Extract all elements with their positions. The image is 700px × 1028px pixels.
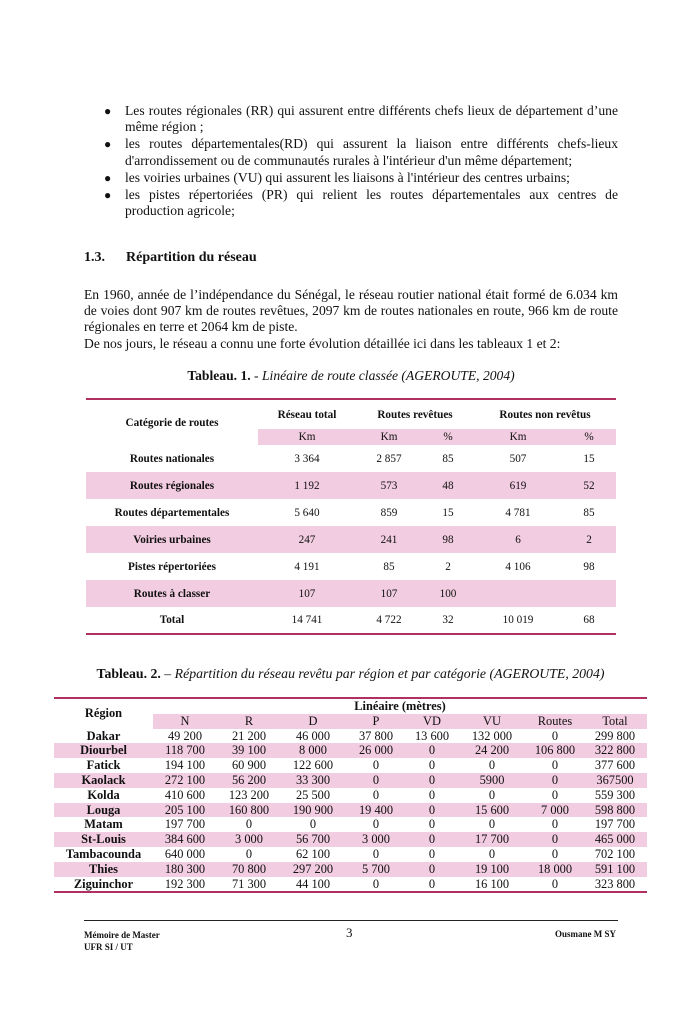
cell: 192 300	[153, 877, 217, 893]
cell: 0	[428, 817, 436, 832]
table-row	[54, 817, 647, 832]
table-row	[54, 743, 647, 758]
cell: 85	[442, 452, 454, 465]
table-row	[54, 803, 647, 818]
bullet-item: ● les pistes répertoriées (PR) qui relient les routes départementales aux centres de production agricole;	[104, 187, 618, 219]
cell: 0	[345, 877, 407, 893]
cell: 507	[509, 452, 527, 465]
cell: 0	[488, 817, 496, 832]
cell: 0	[345, 773, 407, 788]
cell: 62 100	[295, 846, 331, 861]
cell: 48	[422, 472, 474, 499]
column-header: N	[153, 714, 217, 729]
cell: 367500	[583, 773, 647, 788]
cell: 0	[372, 817, 380, 832]
cell: 44 100	[281, 877, 345, 893]
cell: 0	[407, 877, 457, 893]
cell: 60 900	[231, 758, 267, 773]
bullet-icon: ●	[104, 104, 112, 118]
cell: 107	[258, 580, 356, 607]
cell	[474, 580, 562, 607]
cell: 13 600	[414, 728, 450, 743]
row-label: Voiries urbaines	[86, 526, 258, 553]
cell: 859	[380, 506, 398, 519]
cell: 25 500	[295, 787, 331, 802]
header-unit: Km	[356, 429, 422, 445]
cell: 297 200	[281, 862, 345, 877]
cell: 33 300	[281, 773, 345, 788]
row-label: Routes départementales	[114, 506, 230, 519]
cell: 241	[356, 526, 422, 553]
table1-caption: Tableau. 1. - Linéaire de route classée (AGEROUTE, 2004)	[187, 368, 515, 383]
row-label: Routes régionales	[86, 472, 258, 499]
cell: 5900	[457, 773, 527, 788]
cell: 19 400	[345, 803, 407, 818]
cell: 702 100	[594, 846, 636, 861]
bullet-item: ● Les routes régionales (RR) qui assurent entre différents chefs lieux de département d’une même région ;	[104, 103, 618, 135]
table-row-total	[86, 607, 616, 634]
region-name: St-Louis	[54, 832, 153, 847]
cell: 68	[562, 607, 616, 634]
table-row	[54, 758, 647, 773]
footer-left	[84, 929, 160, 953]
cell: 56 700	[281, 832, 345, 847]
cell: 2	[445, 560, 451, 573]
bullet-item: ● les routes départementales(RD) qui assurent la liaison entre différents chefs-lieux d'arrondissement ou de communautés rurales à l'intérieur d'un même département;	[104, 136, 618, 168]
cell: 0	[407, 743, 457, 758]
cell: 0	[527, 832, 583, 847]
header-region: Région	[54, 698, 153, 729]
cell: 323 800	[583, 877, 647, 893]
row-label: Routes nationales	[129, 452, 215, 465]
table-road-length	[86, 398, 616, 635]
cell: 18 000	[527, 862, 583, 877]
header-group: Linéaire (mètres)	[153, 698, 647, 714]
bullet-icon: ●	[104, 170, 112, 185]
header-unit: %	[562, 429, 616, 445]
footer-divider	[84, 920, 618, 921]
cell: 85	[583, 506, 595, 519]
table-row	[54, 862, 647, 877]
cell: 123 200	[228, 787, 270, 802]
cell: 118 700	[153, 743, 217, 758]
cell: 180 300	[153, 862, 217, 877]
cell: 0	[551, 817, 559, 832]
cell: 384 600	[153, 832, 217, 847]
cell: 591 100	[583, 862, 647, 877]
region-name: Thies	[54, 862, 153, 877]
header-unpaved: Routes non revêtus	[474, 399, 616, 429]
cell: 16 100	[457, 877, 527, 893]
table-row	[86, 553, 616, 580]
cell: 2 857	[376, 452, 402, 465]
column-header: Total	[583, 714, 647, 729]
cell: 0	[372, 787, 380, 802]
cell: 26 000	[345, 743, 407, 758]
table-row	[54, 877, 647, 893]
cell: 0	[488, 787, 496, 802]
cell: 15 600	[457, 803, 527, 818]
cell: 619	[474, 472, 562, 499]
column-header: P	[345, 714, 407, 729]
cell: 194 100	[164, 758, 206, 773]
cell: 0	[428, 758, 436, 773]
cell: 0	[372, 758, 380, 773]
cell: 1 192	[258, 472, 356, 499]
cell: 5 700	[345, 862, 407, 877]
cell: 49 200	[167, 728, 203, 743]
cell: 46 000	[295, 728, 331, 743]
cell: 0	[309, 817, 317, 832]
cell: 0	[551, 787, 559, 802]
header-category: Catégorie de routes	[86, 399, 258, 445]
cell: 5 640	[294, 506, 320, 519]
cell: 0	[245, 817, 253, 832]
cell: 2	[562, 526, 616, 553]
header-unit: Km	[258, 429, 356, 445]
table2-body	[54, 729, 647, 893]
cell: 0	[407, 862, 457, 877]
cell: 0	[551, 846, 559, 861]
region-name: Ziguinchor	[54, 877, 153, 893]
region-name: Dakar	[86, 728, 121, 743]
row-label: Routes à classer	[86, 580, 258, 607]
footer-institution: UFR SI / UT	[84, 942, 133, 952]
header-unit: %	[422, 429, 474, 445]
footer-thesis: Mémoire de Master	[84, 930, 160, 940]
section-title: Répartition du réseau	[126, 250, 257, 265]
cell: 15	[442, 506, 454, 519]
paragraph-evolution: De nos jours, le réseau a connu une forte évolution détaillée ici dans les tableaux 1 et 2:	[84, 336, 561, 351]
cell: 56 200	[217, 773, 281, 788]
cell: 4 191	[294, 560, 320, 573]
table-row	[54, 773, 647, 788]
column-header: D	[281, 714, 345, 729]
cell: 0	[407, 803, 457, 818]
cell: 197 700	[594, 817, 636, 832]
bullet-item: ● les voiries urbaines (VU) qui assurent les liaisons à l'intérieur des centres urbains;	[104, 169, 570, 185]
cell: 0	[488, 758, 496, 773]
cell: 0	[527, 773, 583, 788]
cell: 0	[407, 773, 457, 788]
cell: 4 722	[356, 607, 422, 634]
cell: 559 300	[594, 787, 636, 802]
cell	[562, 580, 616, 607]
cell: 205 100	[153, 803, 217, 818]
column-header: VU	[457, 714, 527, 729]
cell: 6	[474, 526, 562, 553]
cell: 122 600	[292, 758, 334, 773]
region-name: Diourbel	[54, 743, 153, 758]
cell: 0	[527, 877, 583, 893]
cell: 190 900	[281, 803, 345, 818]
section-number: 1.3.	[84, 250, 105, 265]
paragraph-history: En 1960, année de l’indépendance du Sénégal, le réseau routier national était formé de 6.034 km de voies dont 907 km de routes revêtues, 2097 km de routes nationales en route, 966 km de route régionales en terre et 2064 km de piste.	[84, 287, 618, 335]
table-paved-by-region	[54, 697, 647, 893]
cell: 52	[562, 472, 616, 499]
header-paved: Routes revêtues	[356, 399, 474, 429]
table-row	[54, 729, 647, 744]
table-row	[54, 847, 647, 862]
cell: 4 106	[505, 560, 531, 573]
bullet-icon: ●	[104, 188, 112, 203]
column-header: VD	[407, 714, 457, 729]
cell: 197 700	[164, 817, 206, 832]
region-name: Fatick	[86, 758, 121, 773]
table-row	[86, 445, 616, 472]
cell: 465 000	[583, 832, 647, 847]
cell: 21 200	[231, 728, 267, 743]
cell: 160 800	[217, 803, 281, 818]
cell: 0	[488, 846, 496, 861]
cell: 106 800	[527, 743, 583, 758]
table2-caption: Tableau. 2. – Répartition du réseau revêtu par région et par catégorie (AGEROUTE, 2004)	[96, 666, 605, 681]
cell: 10 019	[474, 607, 562, 634]
cell: 100	[422, 580, 474, 607]
cell: 3 364	[294, 452, 320, 465]
cell: 0	[245, 846, 253, 861]
cell: 0	[428, 846, 436, 861]
cell: 107	[356, 580, 422, 607]
header-total: Réseau total	[258, 399, 356, 429]
cell: 0	[551, 758, 559, 773]
cell: 70 800	[217, 862, 281, 877]
table-row	[86, 472, 616, 499]
cell: 299 800	[594, 728, 636, 743]
cell: 17 700	[457, 832, 527, 847]
cell: 98	[583, 560, 595, 573]
cell: 39 100	[217, 743, 281, 758]
cell: 377 600	[594, 758, 636, 773]
bullet-list	[84, 103, 618, 220]
cell: 573	[356, 472, 422, 499]
footer-author: Ousmane M SY	[554, 929, 616, 939]
cell: 4 781	[505, 506, 531, 519]
cell: 19 100	[457, 862, 527, 877]
cell: 598 800	[583, 803, 647, 818]
cell: 32	[422, 607, 474, 634]
region-name: Louga	[54, 803, 153, 818]
page-number: 3	[346, 925, 353, 940]
cell: 322 800	[583, 743, 647, 758]
column-header: Routes	[527, 714, 583, 729]
table-row	[86, 580, 616, 607]
row-label: Pistes répertoriées	[128, 560, 216, 573]
cell: 3 000	[345, 832, 407, 847]
table-row	[54, 832, 647, 847]
section-heading	[84, 250, 257, 266]
table-row	[86, 526, 616, 553]
cell: 0	[372, 846, 380, 861]
region-name: Matam	[84, 817, 123, 832]
cell: 410 600	[164, 787, 206, 802]
header-unit: Km	[474, 429, 562, 445]
cell: 14 741	[258, 607, 356, 634]
region-name: Kolda	[87, 787, 120, 802]
region-name: Kaolack	[54, 773, 153, 788]
cell: 0	[551, 728, 559, 743]
bullet-icon: ●	[104, 137, 112, 152]
cell: 247	[258, 526, 356, 553]
cell: 85	[383, 560, 395, 573]
column-header: R	[217, 714, 281, 729]
cell: 0	[407, 832, 457, 847]
cell: 71 300	[217, 877, 281, 893]
cell: 24 200	[457, 743, 527, 758]
table-row	[86, 499, 616, 526]
cell: 8 000	[281, 743, 345, 758]
cell: 0	[428, 787, 436, 802]
cell: 3 000	[217, 832, 281, 847]
cell: 132 000	[471, 728, 513, 743]
cell: 640 000	[164, 846, 206, 861]
region-name: Tambacounda	[65, 846, 142, 861]
cell: 272 100	[153, 773, 217, 788]
table-row	[54, 788, 647, 803]
row-label: Total	[86, 607, 258, 634]
cell: 15	[583, 452, 595, 465]
cell: 37 800	[358, 728, 394, 743]
cell: 7 000	[527, 803, 583, 818]
cell: 98	[422, 526, 474, 553]
